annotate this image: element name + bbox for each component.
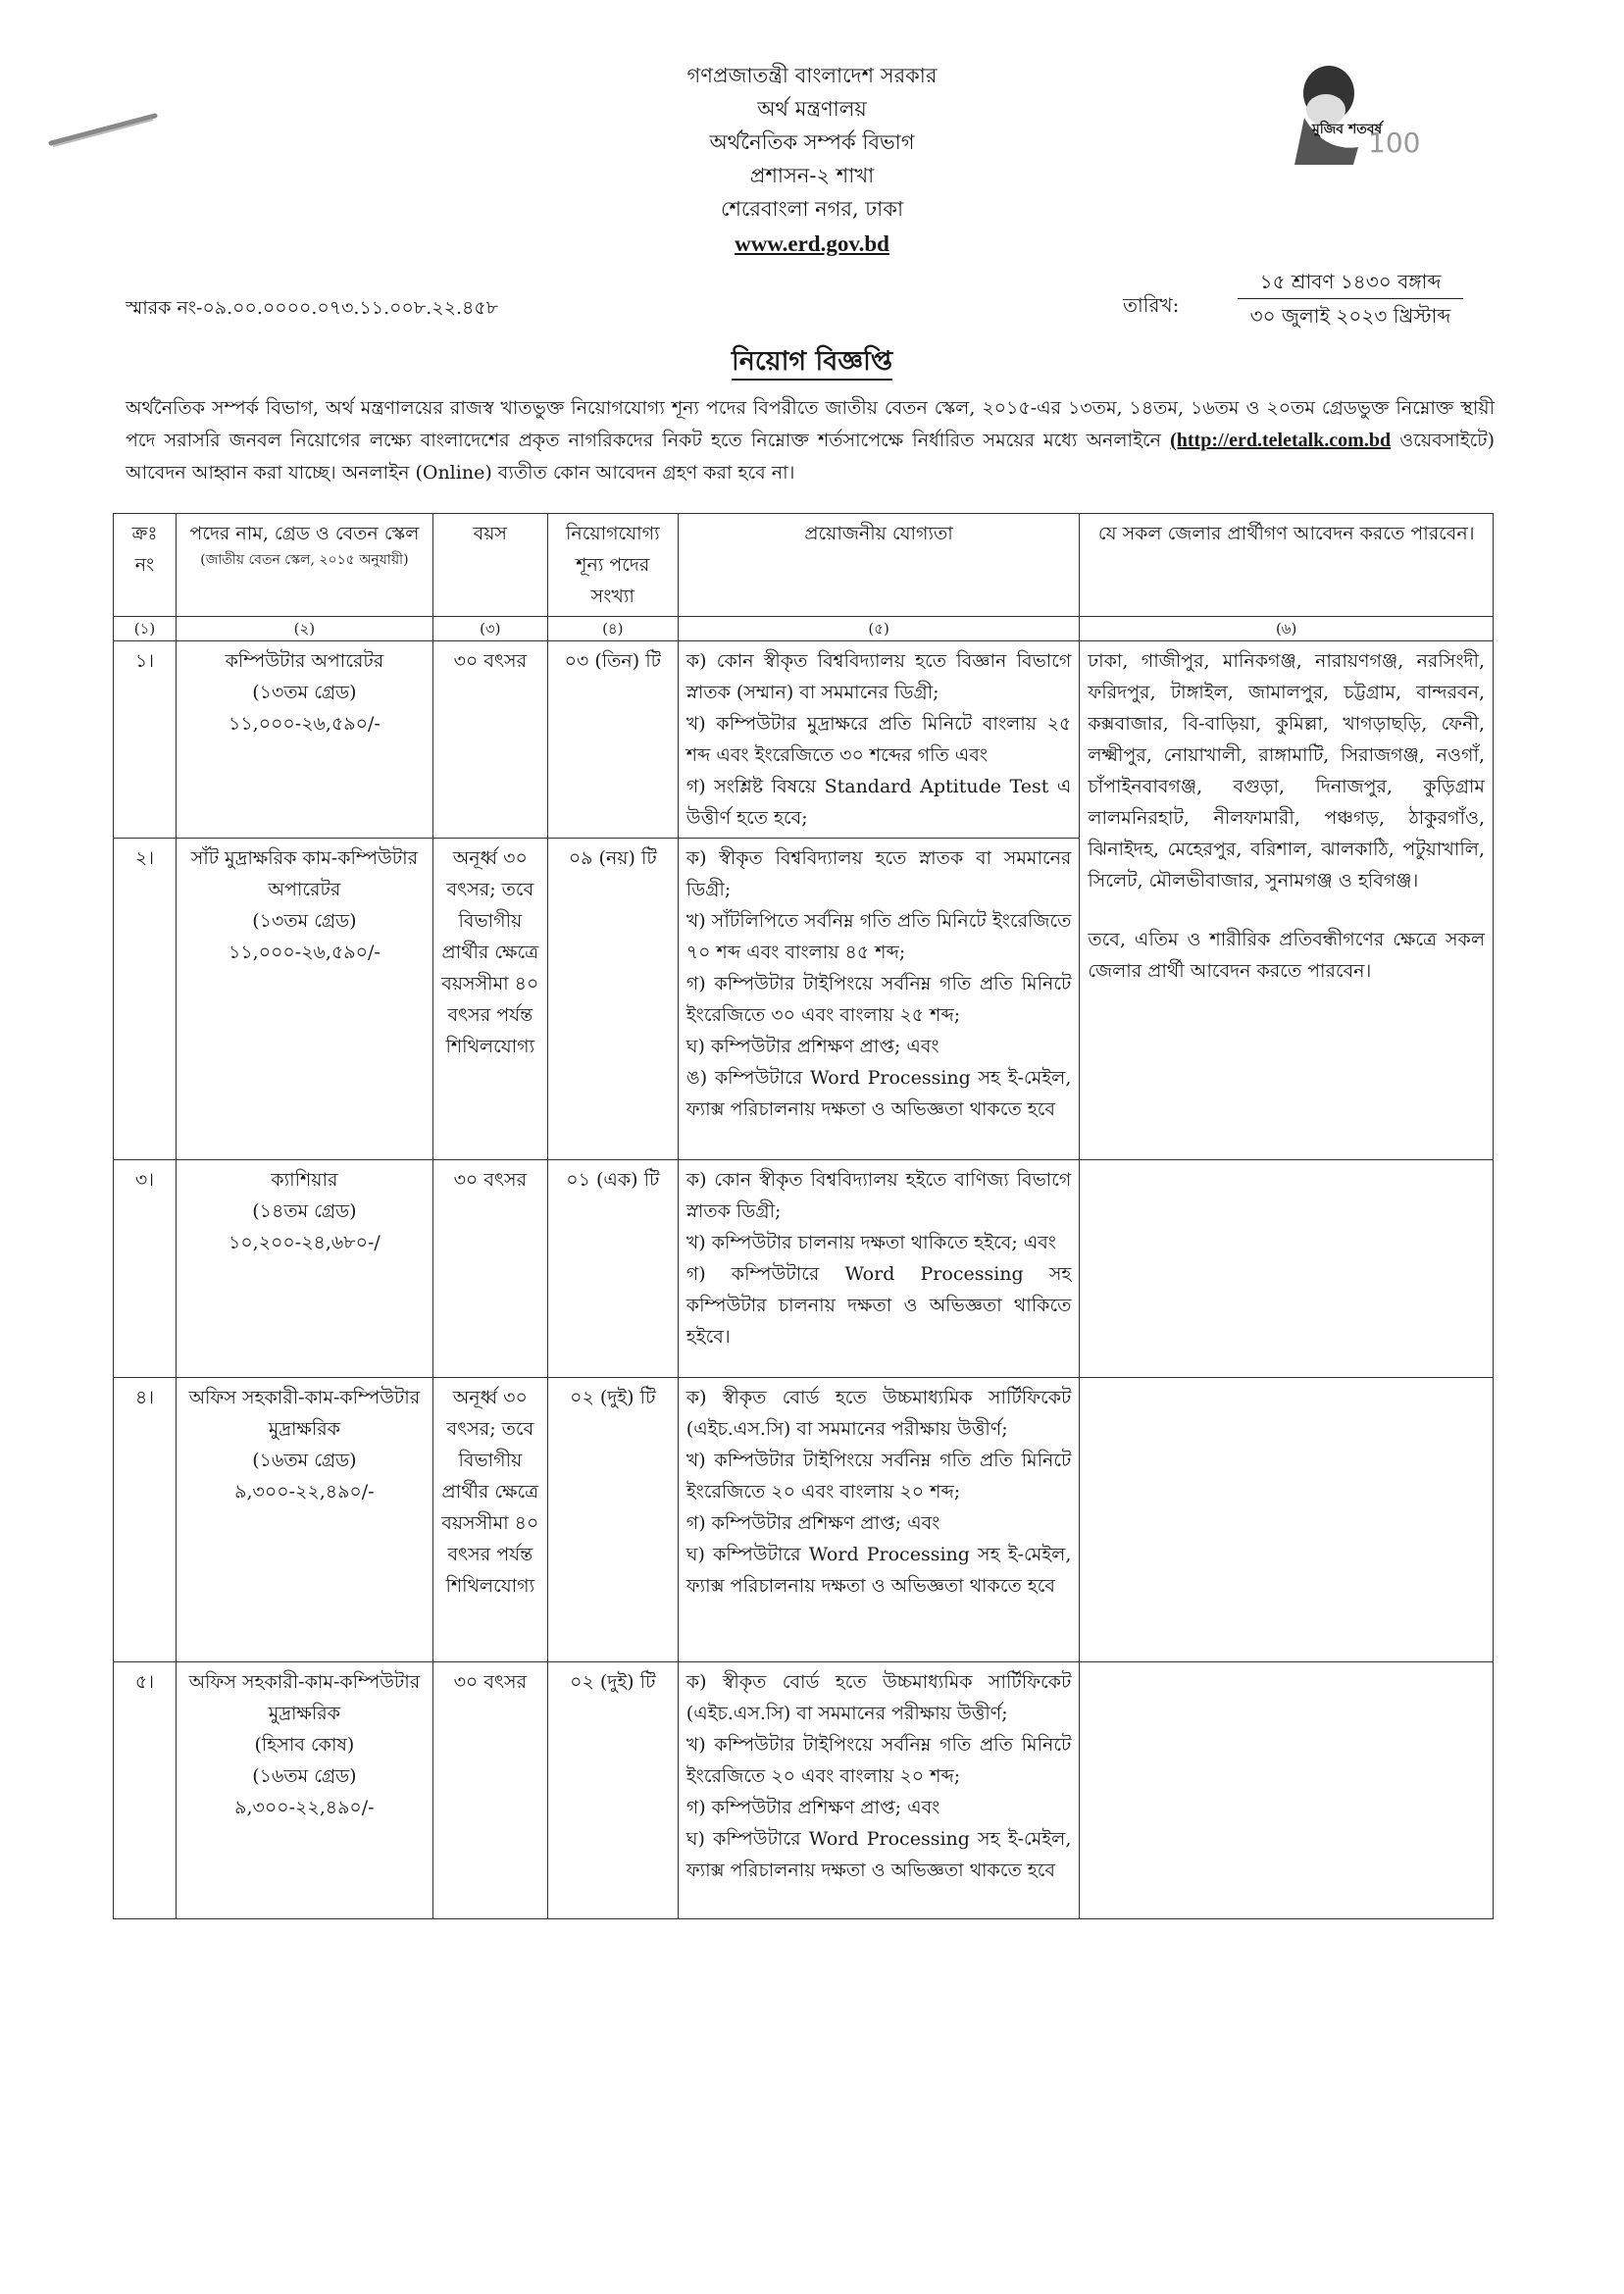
th-post-note: (জাতীয় বেতন স্কেল, ২০১৫ অনুযায়ী) bbox=[200, 552, 409, 568]
row-qualification bbox=[678, 1160, 1080, 1378]
post-scale: ৯,৩০০-২২,৪৯০/- bbox=[234, 1481, 375, 1503]
post-scale: ১০,২০০-২৪,৬৮০-/ bbox=[228, 1232, 381, 1253]
table-header-row bbox=[114, 514, 1494, 617]
table-row bbox=[114, 641, 1494, 839]
row-vacancy: ০১ (এক) টি bbox=[547, 1160, 678, 1378]
th-post-label: পদের নাম, গ্রেড ও বেতন স্কেল bbox=[189, 523, 420, 544]
qualification-item: খ) কম্পিউটার টাইপিংয়ে সর্বনিম্ন গতি প্রতি মিনিটে ইংরেজিতে ২০ এবং বাংলায় ২০ শব্দ; bbox=[685, 1734, 1072, 1787]
header-branch: প্রশাসন-২ শাখা bbox=[749, 164, 875, 187]
header-division: অর্থনৈতিক সম্পর্ক বিভাগ bbox=[709, 130, 915, 154]
qualification-item: গ) সংশ্লিষ্ট বিষয়ে Standard Aptitude Test এ উত্তীর্ণ হতে হবে; bbox=[685, 776, 1072, 829]
qualification-item: খ) কম্পিউটার টাইপিংয়ে সর্বনিম্ন গতি প্রতি মিনিটে ইংরেজিতে ২০ এবং বাংলায় ২০ শব্দ; bbox=[685, 1450, 1072, 1503]
row-serial: ৩। bbox=[114, 1160, 177, 1378]
column-number-row bbox=[114, 617, 1494, 641]
header-address: শেরেবাংলা নগর, ঢাকা bbox=[720, 197, 904, 221]
th-districts: যে সকল জেলার প্রার্থীগণ আবেদন করতে পারবেন। bbox=[1080, 514, 1494, 617]
districts-list: ঢাকা, গাজীপুর, মানিকগঞ্জ, নারায়ণগঞ্জ, নরসিংদী, ফরিদপুর, টাঙ্গাইল, জামালপুর, চট্টগ্রাম, বান্দরবন, কক্সবাজার, বি-বাড়িয়া, কুমিল্লা, খাগড়াছড়ি, ফেনী, লক্ষ্মীপুর, নোয়াখালী, রাঙ্গামাটি, সিরাজগঞ্জ, নওগাঁ, চাঁপাইনবাবগঞ্জ, বগুড়া, দিনাজপুর, কুড়িগ্রাম লালমনিরহাট, নীলফামারী, পঞ্চগড়, ঠাকুরগাঁও, ঝিনাইদহ, মেহেরপুর, বরিশাল, ঝালকাঠি, পটুয়াখালি, সিলেট, মৌলভীবাজার, সুনামগঞ্জ ও হবিগঞ্জ। bbox=[1088, 650, 1485, 892]
post-scale: ১১,০০০-২৬,৫৯০/- bbox=[228, 713, 381, 735]
row-post bbox=[176, 1160, 432, 1378]
table-row bbox=[114, 1662, 1494, 1919]
row-districts-empty bbox=[1080, 1378, 1494, 1662]
row-age: ৩০ বৎসর bbox=[432, 1160, 547, 1378]
col-number: (৫) bbox=[678, 617, 1080, 641]
row-qualification bbox=[678, 1378, 1080, 1662]
row-post bbox=[176, 1378, 432, 1662]
notice-title: নিয়োগ বিজ্ঞপ্তি bbox=[732, 346, 892, 381]
row-serial: ৫। bbox=[114, 1662, 177, 1919]
districts-note: তবে, এতিম ও শারীরিক প্রতিবন্ধীগণের ক্ষেত্রে সকল জেলার প্রার্থী আবেদন করতে পারবেন। bbox=[1088, 929, 1485, 982]
qualification-item: গ) কম্পিউটার প্রশিক্ষণ প্রাপ্ত; এবং bbox=[685, 1512, 940, 1534]
th-vacancy: নিয়োগযোগ্য শূন্য পদের সংখ্যা bbox=[547, 514, 678, 617]
row-districts-empty bbox=[1080, 1160, 1494, 1378]
table-row bbox=[114, 1378, 1494, 1662]
th-post bbox=[176, 514, 432, 617]
date-english: ৩০ জুলাই ২০২৩ খ্রিস্টাব্দ bbox=[1249, 304, 1451, 328]
post-unit: (হিসাব কোষ) bbox=[254, 1734, 355, 1756]
row-serial: ৪। bbox=[114, 1378, 177, 1662]
row-post bbox=[176, 641, 432, 839]
qualification-item: ক) কোন স্বীকৃত বিশ্ববিদ্যালয় হইতে বাণিজ্য বিভাগে স্নাতক ডিগ্রী; bbox=[685, 1169, 1072, 1222]
col-number: (৪) bbox=[547, 617, 678, 641]
qualification-item: ক) স্বীকৃত বিশ্ববিদ্যালয় হতে স্নাতক বা সমমানের ডিগ্রী; bbox=[685, 847, 1072, 900]
post-name: অফিস সহকারী-কাম-কম্পিউটার মুদ্রাক্ষরিক bbox=[188, 1387, 421, 1440]
qualification-item: গ) কম্পিউটার প্রশিক্ষণ প্রাপ্ত; এবং bbox=[685, 1797, 940, 1818]
col-number: (৬) bbox=[1080, 617, 1494, 641]
post-name: অফিস সহকারী-কাম-কম্পিউটার মুদ্রাক্ষরিক bbox=[188, 1671, 421, 1724]
post-grade: (১৬তম গ্রেড) bbox=[252, 1765, 357, 1787]
col-number: (১) bbox=[114, 617, 177, 641]
row-vacancy: ০২ (দুই) টি bbox=[547, 1662, 678, 1919]
qualification-item: গ) কম্পিউটারে Word Processing সহ কম্পিউটার চালনায় দক্ষতা ও অভিজ্ঞতা থাকিতে হইবে। bbox=[685, 1263, 1072, 1348]
post-name: ক্যাশিয়ার bbox=[271, 1169, 338, 1191]
header-ministry: অর্থ মন্ত্রণালয় bbox=[757, 97, 867, 121]
row-serial: ২। bbox=[114, 839, 177, 1160]
qualification-item: ঙ) কম্পিউটারে Word Processing সহ ই-মেইল, ফ্যাক্স পরিচালনায় দক্ষতা ও অভিজ্ঞতা থাকতে হবে bbox=[685, 1067, 1072, 1120]
logo-text: মুজিব শতবর্ষ bbox=[1312, 122, 1383, 137]
post-grade: (১৩তম গ্রেড) bbox=[252, 682, 357, 703]
qualification-item: খ) কম্পিউটার মুদ্রাক্ষরে প্রতি মিনিটে বাংলায় ২৫ শব্দ এবং ইংরেজিতে ৩০ শব্দের গতি এবং bbox=[685, 713, 1072, 766]
svg-text:100: 100 bbox=[1368, 127, 1421, 159]
row-districts-empty bbox=[1080, 1662, 1494, 1919]
col-number: (২) bbox=[176, 617, 432, 641]
row-age: অনূর্ধ্ব ৩০ বৎসর; তবে বিভাগীয় প্রার্থীর ক্ষেত্রে বয়সসীমা ৪০ বৎসর পর্যন্ত শিথিলযোগ্য bbox=[432, 1378, 547, 1662]
qualification-item: খ) কম্পিউটার চালনায় দক্ষতা থাকিতে হইবে; এবং bbox=[685, 1232, 1056, 1253]
row-post bbox=[176, 839, 432, 1160]
row-qualification bbox=[678, 1662, 1080, 1919]
date-label: তারিখ: bbox=[1123, 293, 1180, 317]
th-serial: ক্রঃ নং bbox=[114, 514, 177, 617]
row-post bbox=[176, 1662, 432, 1919]
row-qualification bbox=[678, 641, 1080, 839]
date-bangla: ১৫ শ্রাবণ ১৪৩০ বঙ্গাব্দ bbox=[1238, 265, 1463, 299]
post-name: কম্পিউটার অপারেটর bbox=[225, 650, 384, 672]
post-grade: (১৬তম গ্রেড) bbox=[252, 1450, 357, 1471]
post-scale: ১১,০০০-২৬,৫৯০/- bbox=[228, 942, 381, 963]
intro-text: অর্থনৈতিক সম্পর্ক বিভাগ, অর্থ মন্ত্রণালয়ের রাজস্ব খাতভুক্ত নিয়োগযোগ্য শূন্য পদের বিপরীতে জাতীয় বেতন স্কেল, ২০১৫-এর ১৩তম, ১৪তম, ১৬তম ও ২০তম গ্রেডভুক্ত নিম্নোক্ত স্থায়ী পদে সরাসরি জনবল নিয়োগের লক্ষ্যে বাংলাদেশের প্রকৃত নাগরিকদের নিকট হতে নিম্নোক্ত শর্তসাপেক্ষে নির্ধারিত সময়ের মধ্যে অনলাইনে bbox=[126, 397, 1495, 451]
qualification-item: ঘ) কম্পিউটারে Word Processing সহ ই-মেইল, ফ্যাক্স পরিচালনায় দক্ষতা ও অভিজ্ঞতা থাকতে হবে bbox=[685, 1828, 1072, 1881]
qualification-item: ক) স্বীকৃত বোর্ড হতে উচ্চমাধ্যমিক সার্টিফিকেট (এইচ.এস.সি) বা সমমানের পরীক্ষায় উত্তীর্ণ; bbox=[685, 1671, 1072, 1724]
table-row bbox=[114, 1160, 1494, 1378]
col-number: (৩) bbox=[432, 617, 547, 641]
row-qualification bbox=[678, 839, 1080, 1160]
post-scale: ৯,৩০০-২২,৪৯০/- bbox=[234, 1797, 375, 1818]
row-age: ৩০ বৎসর bbox=[432, 641, 547, 839]
teletalk-link[interactable]: (http://erd.teletalk.com.bd bbox=[1170, 430, 1392, 451]
qualification-item: গ) কম্পিউটার টাইপিংয়ে সর্বনিম্ন গতি প্রতি মিনিটে ইংরেজিতে ৩০ এবং বাংলায় ২৫ শব্দ; bbox=[685, 973, 1072, 1026]
qualification-item: খ) সাঁটলিপিতে সর্বনিম্ন গতি প্রতি মিনিটে ইংরেজিতে ৭০ শব্দ এবং বাংলায় ৪৫ শব্দ; bbox=[685, 910, 1072, 963]
row-age: অনূর্ধ্ব ৩০ বৎসর; তবে বিভাগীয় প্রার্থীর ক্ষেত্রে বয়সসীমা ৪০ বৎসর পর্যন্ত শিথিলযোগ্য bbox=[432, 839, 547, 1160]
row-vacancy: ০৩ (তিন) টি bbox=[547, 641, 678, 839]
th-qualification: প্রয়োজনীয় যোগ্যতা bbox=[678, 514, 1080, 617]
row-serial: ১। bbox=[114, 641, 177, 839]
post-grade: (১৪তম গ্রেড) bbox=[252, 1200, 357, 1222]
th-age: বয়স bbox=[432, 514, 547, 617]
header-govt: গণপ্রজাতন্ত্রী বাংলাদেশ সরকার bbox=[686, 64, 938, 87]
intro-paragraph bbox=[126, 392, 1495, 489]
date-block bbox=[1238, 265, 1463, 332]
row-vacancy: ০২ (দুই) টি bbox=[547, 1378, 678, 1662]
qualification-item: ঘ) কম্পিউটারে Word Processing সহ ই-মেইল, ফ্যাক্স পরিচালনায় দক্ষতা ও অভিজ্ঞতা থাকতে হবে bbox=[685, 1544, 1072, 1597]
post-name: সাঁট মুদ্রাক্ষরিক কাম-কম্পিউটার অপারেটর bbox=[190, 847, 419, 900]
post-grade: (১৩তম গ্রেড) bbox=[252, 910, 357, 932]
jobs-table bbox=[113, 513, 1494, 1919]
row-vacancy: ০৯ (নয়) টি bbox=[547, 839, 678, 1160]
qualification-item: ক) কোন স্বীকৃত বিশ্ববিদ্যালয় হতে বিজ্ঞান বিভাগে স্নাতক (সম্মান) বা সমমানের ডিগ্রী; bbox=[685, 650, 1072, 703]
qualification-item: ঘ) কম্পিউটার প্রশিক্ষণ প্রাপ্ত; এবং bbox=[685, 1036, 939, 1057]
row-districts bbox=[1080, 641, 1494, 1160]
header-website-link[interactable]: www.erd.gov.bd bbox=[735, 231, 889, 256]
intro-text-2: ওয়েবসাইটে) আবেদন আহ্বান করা যাচ্ছে। অনলাইন (Online) ব্যতীত কোন আবেদন গ্রহণ করা হবে না। bbox=[126, 430, 1495, 484]
row-age: ৩০ বৎসর bbox=[432, 1662, 547, 1919]
memo-number: স্মারক নং-০৯.০০.০০০০.০৭৩.১১.০০৮.২২.৪৫৮ bbox=[126, 297, 498, 319]
qualification-item: ক) স্বীকৃত বোর্ড হতে উচ্চমাধ্যমিক সার্টিফিকেট (এইচ.এস.সি) বা সমমানের পরীক্ষায় উত্তীর্ণ; bbox=[685, 1387, 1072, 1440]
